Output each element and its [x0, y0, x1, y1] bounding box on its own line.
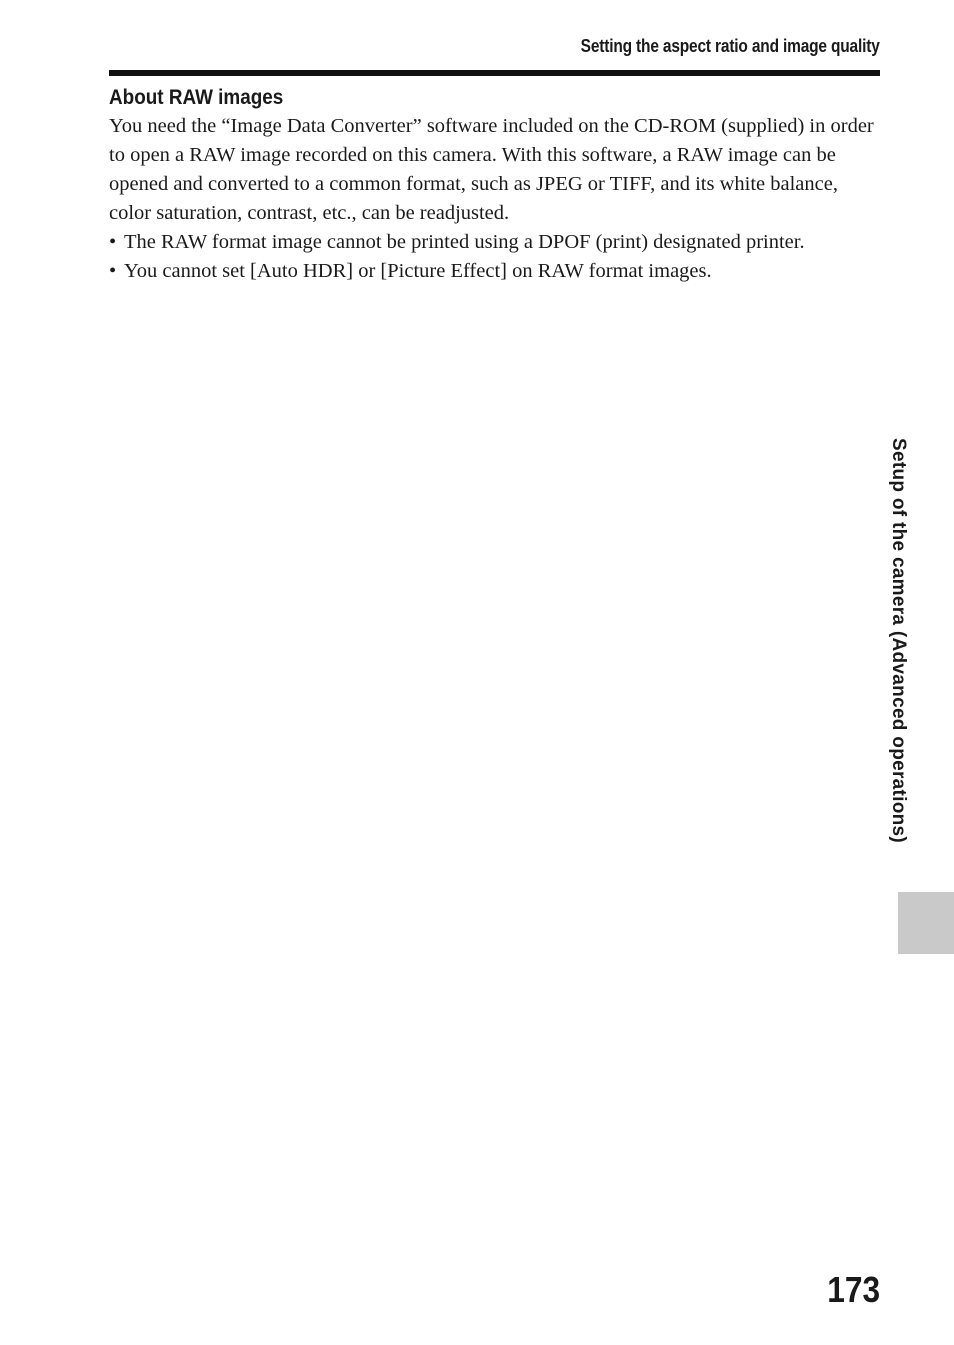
bullet-list [109, 228, 884, 286]
section-content [109, 112, 884, 286]
bullet-symbol: • [109, 260, 117, 282]
bullet-symbol: • [109, 231, 117, 253]
bullet-text: You cannot set [Auto HDR] or [Picture Effect] on RAW format images. [124, 260, 712, 282]
side-tab-label: Setup of the camera (Advanced operations) [888, 438, 909, 844]
body-paragraph: You need the “Image Data Converter” software included on the CD-ROM (supplied) in order to open a RAW image recorded on this camera. With this software, a RAW image can be opened and converted to a common format, such as JPEG or TIFF, and its white balance, color saturation, contrast, etc., can be readjusted. [109, 115, 874, 224]
section-heading: About RAW images [109, 86, 284, 109]
running-header-title: Setting the aspect ratio and image quality [581, 36, 880, 56]
page-number: 173 [827, 1269, 880, 1310]
bullet-item [109, 257, 884, 286]
bullet-text: The RAW format image cannot be printed using a DPOF (print) designated printer. [124, 231, 805, 253]
bullet-item [109, 228, 884, 257]
side-tab-marker [898, 892, 954, 954]
header-rule [109, 70, 880, 76]
